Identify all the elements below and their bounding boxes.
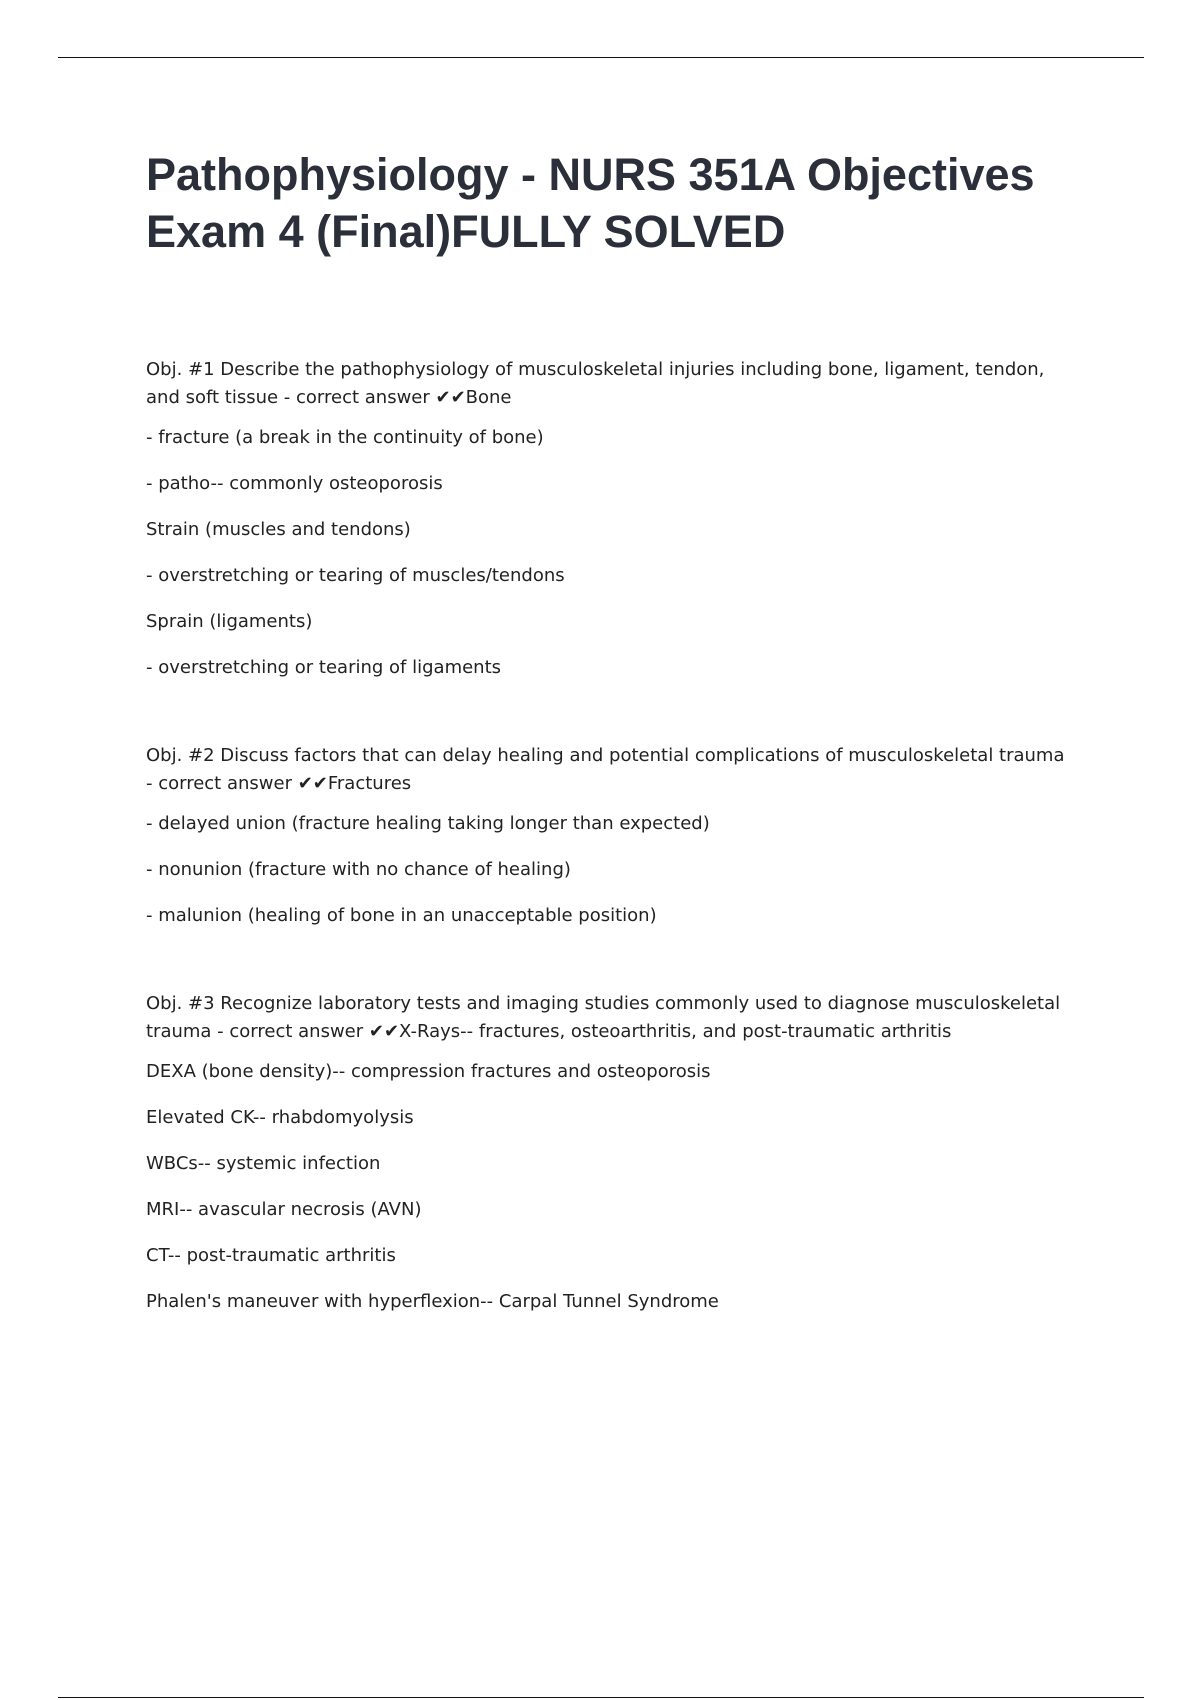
answer-line: Phalen's maneuver with hyperflexion-- Carpal Tunnel Syndrome [146, 1291, 719, 1312]
answer-line: Sprain (ligaments) [146, 611, 313, 632]
section-spacer [146, 948, 1076, 990]
objective-2 [146, 742, 1076, 930]
answer-line: Elevated CK-- rhabdomyolysis [146, 1107, 414, 1128]
answer-line: - nonunion (fracture with no chance of healing) [146, 859, 571, 880]
answer-line: MRI-- avascular necrosis (AVN) [146, 1199, 422, 1220]
answer-line: - overstretching or tearing of muscles/tendons [146, 565, 565, 586]
objective-3-question: Obj. #3 Recognize laboratory tests and imaging studies commonly used to diagnose musculoskeletal trauma - correct answer ✔✔X-Rays-- fractures, osteoarthritis, and post-traumatic arthritis [146, 993, 1061, 1042]
objective-3 [146, 990, 1076, 1316]
section-spacer [146, 700, 1076, 742]
objective-2-question: Obj. #2 Discuss factors that can delay healing and potential complications of musculoskeletal trauma - correct answer ✔✔Fractures [146, 745, 1065, 794]
answer-line: - delayed union (fracture healing taking longer than expected) [146, 813, 710, 834]
document-title: Pathophysiology - NURS 351A Objectives Exam 4 (Final)FULLY SOLVED [146, 149, 1035, 257]
answer-line: - fracture (a break in the continuity of bone) [146, 427, 544, 448]
answer-line: Strain (muscles and tendons) [146, 519, 411, 540]
document-body [146, 356, 1076, 1334]
answer-line: WBCs-- systemic infection [146, 1153, 381, 1174]
top-rule [58, 57, 1144, 58]
answer-line: - patho-- commonly osteoporosis [146, 473, 443, 494]
answer-line: DEXA (bone density)-- compression fractures and osteoporosis [146, 1061, 711, 1082]
answer-line: - overstretching or tearing of ligaments [146, 657, 502, 678]
answer-line: CT-- post-traumatic arthritis [146, 1245, 396, 1266]
answer-line: - malunion (healing of bone in an unacceptable position) [146, 905, 657, 926]
bottom-rule [58, 1697, 1144, 1698]
objective-1-question: Obj. #1 Describe the pathophysiology of musculoskeletal injuries including bone, ligament, tendon, and soft tissue - correct answer ✔✔Bone [146, 359, 1045, 408]
objective-1 [146, 356, 1076, 682]
